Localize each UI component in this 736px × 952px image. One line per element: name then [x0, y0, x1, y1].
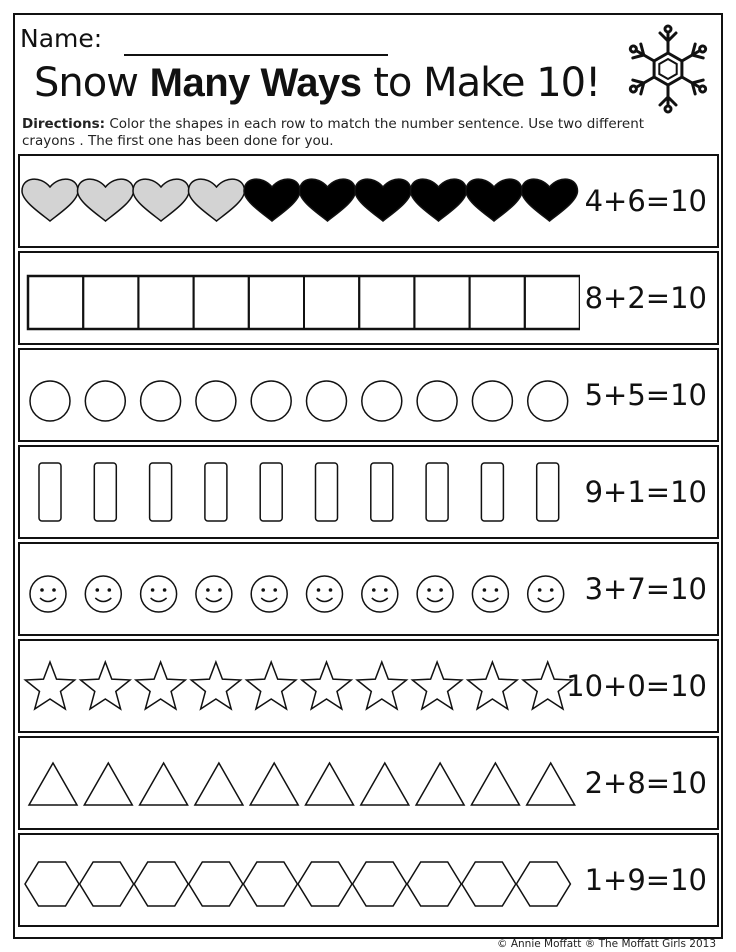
smiley-shape[interactable]	[251, 576, 287, 612]
number-sentence: 8+2=10	[584, 281, 707, 315]
snowflake-icon	[620, 24, 716, 114]
star-shape[interactable]	[81, 662, 130, 709]
heart-shape[interactable]	[411, 179, 467, 221]
hexagon-shape[interactable]	[298, 862, 352, 906]
number-sentence: 5+5=10	[584, 378, 707, 412]
directions-text-1: Color the shapes in each row to match the number sentence. Use two different	[105, 116, 645, 132]
triangle-shape[interactable]	[84, 763, 132, 805]
circle-shape[interactable]	[196, 381, 236, 421]
smiley-shape[interactable]	[417, 576, 453, 612]
circle-shape[interactable]	[251, 381, 291, 421]
title-to-make: to Make 10!	[361, 60, 601, 106]
circle-shape[interactable]	[85, 381, 125, 421]
triangle-shape[interactable]	[195, 763, 243, 805]
smiley-shapes	[20, 544, 580, 634]
star-shape[interactable]	[247, 662, 296, 709]
rectangle-shape[interactable]	[150, 463, 172, 521]
number-sentence: 9+1=10	[584, 475, 707, 509]
circle-shape[interactable]	[362, 381, 402, 421]
heart-shape[interactable]	[522, 179, 578, 221]
square-shapes	[20, 253, 580, 343]
shape-row-triangle	[18, 736, 719, 830]
circle-shape[interactable]	[141, 381, 181, 421]
rectangle-shapes	[20, 447, 580, 537]
circle-shape[interactable]	[307, 381, 347, 421]
hexagon-shapes	[20, 835, 580, 925]
heart-shape[interactable]	[466, 179, 522, 221]
smiley-shape[interactable]	[85, 576, 121, 612]
triangle-shape[interactable]	[527, 763, 575, 805]
shape-row-rectangle	[18, 445, 719, 539]
triangle-shapes	[20, 738, 580, 828]
smiley-shape[interactable]	[307, 576, 343, 612]
heart-shape[interactable]	[133, 179, 189, 221]
shape-row-heart	[18, 154, 719, 248]
hexagon-shape[interactable]	[516, 862, 570, 906]
heart-shape[interactable]	[244, 179, 300, 221]
star-shape[interactable]	[468, 662, 517, 709]
number-sentence: 4+6=10	[584, 184, 707, 218]
heart-shape[interactable]	[78, 179, 134, 221]
heart-shapes	[20, 156, 580, 246]
rectangle-shape[interactable]	[260, 463, 282, 521]
rectangle-shape[interactable]	[94, 463, 116, 521]
smiley-shape[interactable]	[141, 576, 177, 612]
circle-shape[interactable]	[472, 381, 512, 421]
hexagon-shape[interactable]	[25, 862, 79, 906]
shape-row-circle	[18, 348, 719, 442]
smiley-shape[interactable]	[528, 576, 564, 612]
circle-shape[interactable]	[528, 381, 568, 421]
circle-shape[interactable]	[30, 381, 70, 421]
directions	[22, 116, 712, 150]
star-shape[interactable]	[412, 662, 461, 709]
rectangle-shape[interactable]	[371, 463, 393, 521]
smiley-shape[interactable]	[472, 576, 508, 612]
number-sentence: 3+7=10	[584, 572, 707, 606]
triangle-shape[interactable]	[416, 763, 464, 805]
smiley-shape[interactable]	[196, 576, 232, 612]
number-sentence: 10+0=10	[566, 669, 707, 703]
star-shape[interactable]	[191, 662, 240, 709]
hexagon-shape[interactable]	[407, 862, 461, 906]
directions-label: Directions:	[22, 116, 106, 132]
hexagon-shape[interactable]	[80, 862, 134, 906]
directions-text-2: crayons . The first one has been done for you.	[22, 133, 334, 149]
star-shape[interactable]	[523, 662, 572, 709]
rectangle-shape[interactable]	[481, 463, 503, 521]
shape-row-star	[18, 639, 719, 733]
smiley-shape[interactable]	[30, 576, 66, 612]
worksheet-title	[34, 60, 634, 114]
heart-shape[interactable]	[22, 179, 78, 221]
title-snow: Snow	[34, 60, 150, 106]
number-sentence: 1+9=10	[584, 863, 707, 897]
triangle-shape[interactable]	[29, 763, 77, 805]
smiley-shape[interactable]	[362, 576, 398, 612]
triangle-shape[interactable]	[306, 763, 354, 805]
rectangle-shape[interactable]	[426, 463, 448, 521]
circle-shape[interactable]	[417, 381, 457, 421]
heart-shape[interactable]	[355, 179, 411, 221]
hexagon-shape[interactable]	[243, 862, 297, 906]
star-shape[interactable]	[357, 662, 406, 709]
name-blank-line	[124, 54, 388, 56]
hexagon-shape[interactable]	[462, 862, 516, 906]
hexagon-shape[interactable]	[353, 862, 407, 906]
shape-row-hexagon	[18, 833, 719, 927]
number-sentence: 2+8=10	[584, 766, 707, 800]
star-shape[interactable]	[25, 662, 74, 709]
shape-row-smiley	[18, 542, 719, 636]
heart-shape[interactable]	[300, 179, 356, 221]
copyright-credit: © Annie Moffatt ® The Moffatt Girls 2013	[496, 938, 716, 950]
shape-rows	[18, 154, 719, 930]
hexagon-shape[interactable]	[134, 862, 188, 906]
title-many-ways: Many Ways	[149, 61, 362, 105]
hexagon-shape[interactable]	[189, 862, 243, 906]
circle-shapes	[20, 350, 580, 440]
heart-shape[interactable]	[189, 179, 245, 221]
triangle-shape[interactable]	[140, 763, 188, 805]
rectangle-shape[interactable]	[537, 463, 559, 521]
rectangle-shape[interactable]	[316, 463, 338, 521]
star-shape[interactable]	[302, 662, 351, 709]
rectangle-shape[interactable]	[205, 463, 227, 521]
star-shape[interactable]	[136, 662, 185, 709]
triangle-shape[interactable]	[471, 763, 519, 805]
triangle-shape[interactable]	[250, 763, 298, 805]
name-label: Name:	[20, 24, 103, 53]
shape-row-square	[18, 251, 719, 345]
triangle-shape[interactable]	[361, 763, 409, 805]
star-shapes	[20, 641, 580, 731]
rectangle-shape[interactable]	[39, 463, 61, 521]
